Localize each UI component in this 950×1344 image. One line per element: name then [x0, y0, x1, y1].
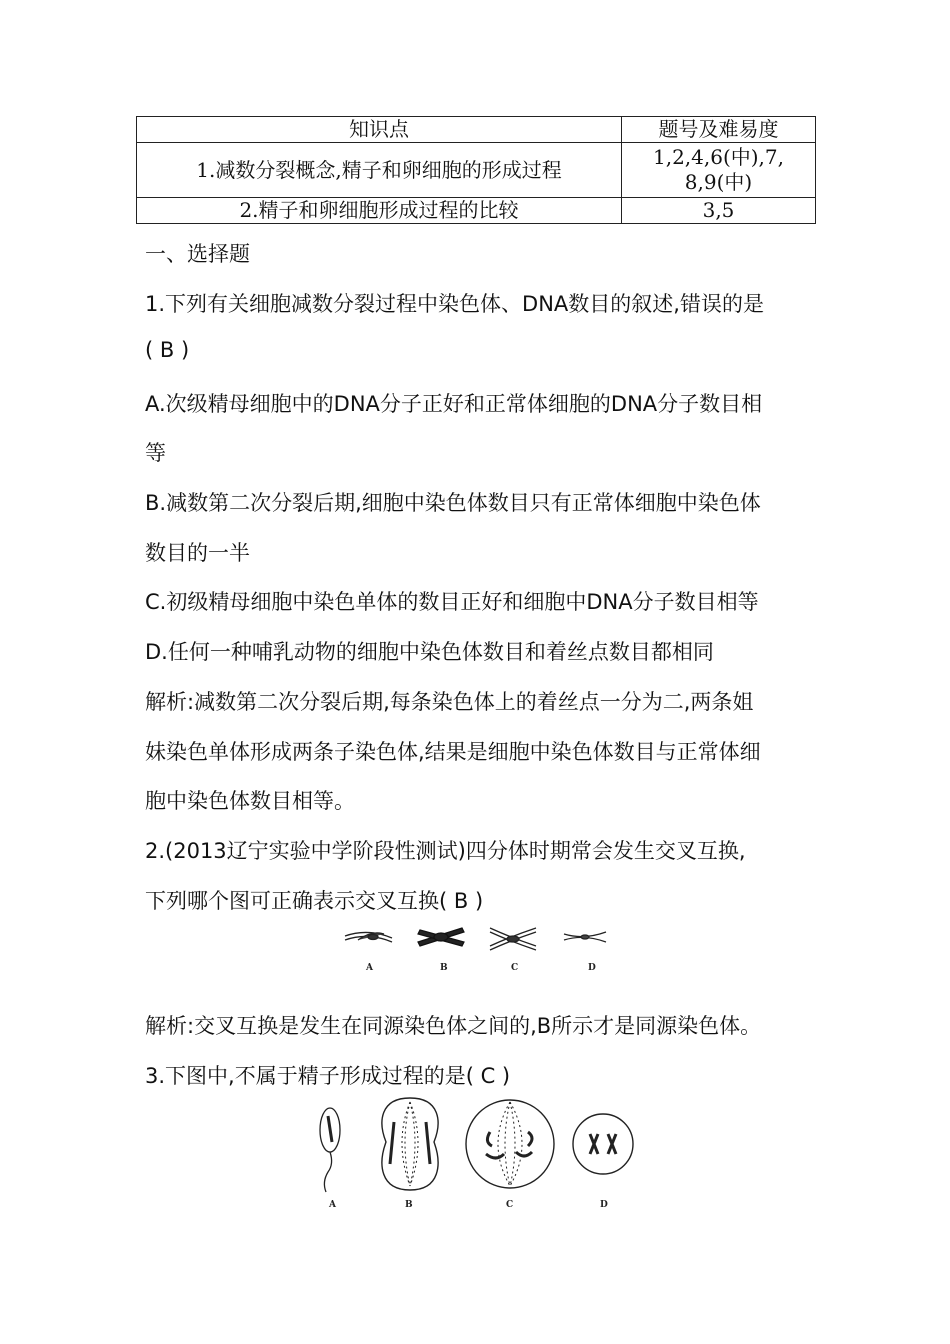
chromosome-pair-d — [564, 932, 606, 942]
q2-explanation: 解析:交叉互换是发生在同源染色体之间的,B所示才是同源染色体。 — [145, 1014, 762, 1038]
q2-fig-label-d: D — [588, 963, 596, 973]
q2-stem-cont: 下列哪个图可正确表示交叉互换( B ) — [145, 889, 484, 913]
cell-a-sperm — [320, 1108, 340, 1192]
table-cell-items — [622, 143, 816, 198]
table-row — [137, 143, 816, 198]
cell-c-spindle — [466, 1100, 554, 1188]
crossover-figure — [340, 920, 610, 958]
q1-option-a-cont: 等 — [145, 441, 166, 465]
table-cell-items-line: 1,2,4,6(中),7, — [652, 145, 784, 169]
q1-explanation-cont: 胞中染色体数目相等。 — [145, 789, 355, 813]
cell-d-chromosomes — [573, 1114, 633, 1174]
q2-fig-label-a: A — [366, 963, 373, 973]
table-header-row — [137, 117, 816, 143]
chromosome-pair-c — [490, 928, 536, 950]
q1-option-c: C.初级精母细胞中染色单体的数目正好和细胞中DNA分子数目相等 — [145, 590, 759, 614]
q1-option-d: D.任何一种哺乳动物的细胞中染色体数目和着丝点数目都相同 — [145, 640, 714, 664]
table-cell-items-line: 8,9(中) — [684, 170, 753, 194]
cell-figure — [310, 1092, 640, 1197]
knowledge-table — [136, 116, 816, 224]
q3-fig-label-d: D — [600, 1200, 608, 1210]
q3-stem: 3.下图中,不属于精子形成过程的是( C ) — [145, 1064, 511, 1088]
q3-fig-label-c: C — [506, 1200, 514, 1210]
table-header-topic: 知识点 — [137, 117, 622, 143]
q1-option-b-cont: 数目的一半 — [145, 541, 250, 565]
q2-fig-label-c: C — [511, 963, 519, 973]
cell-b-dividing — [382, 1098, 438, 1190]
section-title: 一、选择题 — [145, 242, 250, 266]
q1-explanation: 解析:减数第二次分裂后期,每条染色体上的着丝点一分为二,两条姐 — [145, 690, 754, 714]
table-header-items: 题号及难易度 — [622, 117, 816, 143]
q1-explanation-cont: 妹染色单体形成两条子染色体,结果是细胞中染色体数目与正常体细 — [145, 740, 761, 764]
q1-option-a: A.次级精母细胞中的DNA分子正好和正常体细胞的DNA分子数目相 — [145, 392, 763, 416]
q3-fig-label-b: B — [405, 1200, 413, 1210]
q2-stem: 2.(2013辽宁实验中学阶段性测试)四分体时期常会发生交叉互换, — [145, 839, 746, 863]
q1-answer: ( B ) — [145, 338, 190, 362]
table-cell-topic: 2.精子和卵细胞形成过程的比较 — [137, 198, 622, 224]
q1-stem: 1.下列有关细胞减数分裂过程中染色体、DNA数目的叙述,错误的是 — [145, 292, 764, 316]
q3-fig-label-a: A — [329, 1200, 336, 1210]
table-cell-topic: 1.减数分裂概念,精子和卵细胞的形成过程 — [137, 143, 622, 198]
q1-option-b: B.减数第二次分裂后期,细胞中染色体数目只有正常体细胞中染色体 — [145, 491, 761, 515]
chromosome-pair-b — [418, 928, 464, 946]
chromosome-pair-a — [345, 932, 392, 942]
table-cell-items: 3,5 — [622, 198, 816, 224]
table-row — [137, 198, 816, 224]
q2-fig-label-b: B — [440, 963, 448, 973]
